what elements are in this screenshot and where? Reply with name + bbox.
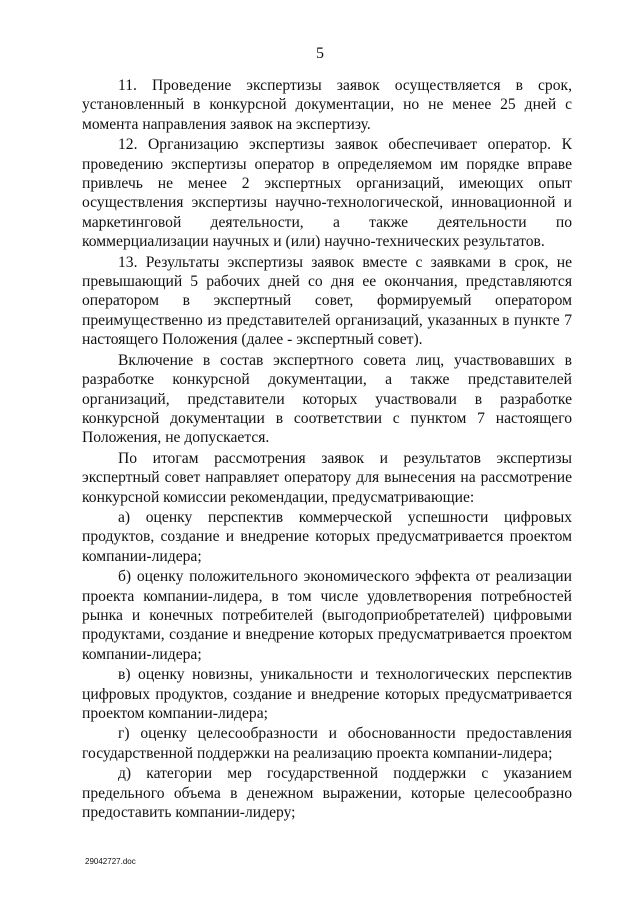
paragraph-recommendations-intro: По итогам рассмотрения заявок и результатов экспертизы экспертный совет направляет оператору для вынесения на рассмотрение конкурсной комиссии рекомендации, предусматривающие: [82,449,572,506]
list-item-v: в) оценку новизны, уникальности и технологических перспектив цифровых продуктов, создание и внедрение которых предусматривается проектом компании-лидера; [82,666,572,722]
paragraph-12: 12. Организацию экспертизы заявок обеспечивает оператор. К проведению экспертизы оператор в определяемом им порядке вправе привлечь не менее 2 экспертных организаций, имеющих опыт осуществления экспертизы научно-технологической, инновационной и маркетинговой деятельности, а также деятельности по коммерциализации научных и (или) научно-технических результатов. [82,136,572,251]
list-item-g: г) оценку целесообразности и обоснованности предоставления государственной поддержки на реализацию проекта компании-лидера; [82,725,572,762]
list-item-a: а) оценку перспектив коммерческой успешности цифровых продуктов, создание и внедрение которых предусматривается проектом компании-лидера; [82,508,572,565]
list-item-d: д) категории мер государственной поддержки с указанием предельного объема в денежном выражении, которые целесообразно предоставить компании-лидеру; [82,765,572,822]
document-body [82,76,572,823]
paragraph-expert-council-exclusion: Включение в состав экспертного совета лиц, участвовавших в разработке конкурсной документации, а также представителей организаций, представители которых участвовали в разработке конкурсной документации в соответствии с пунктом 7 настоящего Положения, не допускается. [82,351,572,447]
list-item-b: б) оценку положительного экономического эффекта от реализации проекта компании-лидера, в том числе удовлетворения потребностей рынка и конечных потребителей (выгодоприобретателей) цифровыми продуктами, создание и внедрение которых предусматривается проектом компании-лидера; [82,568,572,663]
paragraph-13: 13. Результаты экспертизы заявок вместе с заявками в срок, не превышающий 5 рабочих дней со дня ее окончания, представляются оператором в экспертный совет, формируемый оператором преимущественно из представителей организаций, указанных в пункте 7 настоящего Положения (далее - экспертный совет). [82,253,572,349]
file-name-footer: 29042727.doc [85,857,136,866]
paragraph-11: 11. Проведение экспертизы заявок осуществляется в срок, установленный в конкурсной документации, но не менее 25 дней с момента направления заявок на экспертизу. [82,77,572,133]
page-number: 5 [316,45,324,62]
